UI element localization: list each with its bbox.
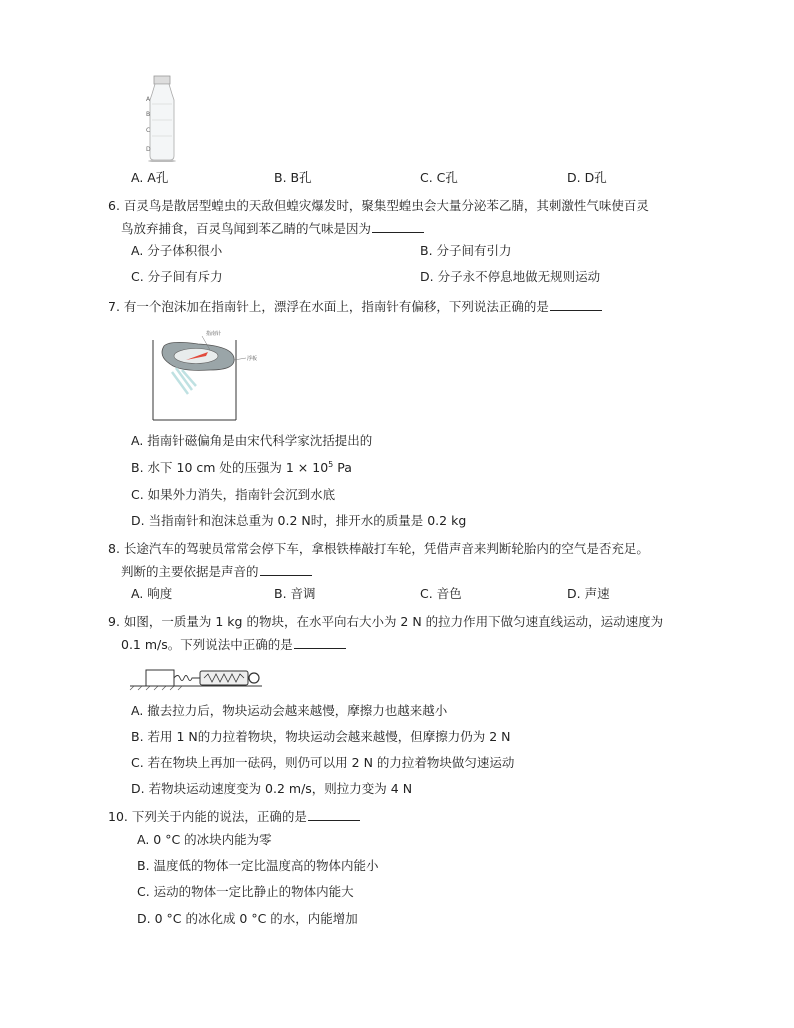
q8-option-a: A. 响度 — [131, 586, 173, 601]
bottle-label: A — [146, 96, 151, 103]
answer-blank — [550, 298, 602, 311]
q6-option-d: D. 分子永不停息地做无规则运动 — [420, 269, 601, 284]
q7-option-a: A. 指南针磁偏角是由宋代科学家沈括提出的 — [131, 433, 373, 448]
q8-option-c: C. 音色 — [420, 586, 462, 601]
q6-option-b: B. 分子间有引力 — [420, 243, 512, 258]
spring-scale-figure — [128, 664, 266, 692]
q8-stem-line1: 8. 长途汽车的驾驶员常常会停下车，拿根铁棒敲打车轮，凭借声音来判断轮胎内的空气是否充足。 — [108, 541, 649, 556]
q8-stem-line2: 判断的主要依据是声音的 — [121, 563, 312, 580]
q5-option-b: B. B孔 — [274, 170, 312, 185]
answer-blank — [308, 808, 360, 821]
figure-label-float: 浮板 — [247, 356, 258, 362]
bottle-label: B — [146, 111, 151, 118]
q8-option-b: B. 音调 — [274, 586, 316, 601]
q7-option-c: C. 如果外力消失，指南针会沉到水底 — [131, 487, 336, 502]
answer-blank — [260, 563, 312, 576]
bottle-label: C — [146, 127, 151, 134]
q7-option-d: D. 当指南针和泡沫总重为 0.2 N时，排开水的质量是 0.2 kg — [131, 513, 467, 528]
q9-option-c: C. 若在物块上再加一砝码，则仍可以用 2 N 的力拉着物块做匀速运动 — [131, 755, 515, 770]
q6-stem-line1: 6. 百灵鸟是散居型蝗虫的天敌但蝗灾爆发时，聚集型蝗虫会大量分泌苯乙腈，其刺激性气味使百灵 — [108, 198, 649, 213]
q9-stem-line2: 0.1 m/s。下列说法中正确的是 — [121, 636, 346, 653]
q9-stem-line1: 9. 如图，一质量为 1 kg 的物块，在水平向右大小为 2 N 的拉力作用下做匀速直线运动，运动速度为 — [108, 614, 664, 629]
q10-option-b: B. 温度低的物体一定比温度高的物体内能小 — [137, 858, 379, 873]
q10-option-a: A. 0 °C 的冰块内能为零 — [137, 832, 272, 847]
q5-option-d: D. D孔 — [567, 170, 607, 185]
q10-option-d: D. 0 °C 的冰化成 0 °C 的水，内能增加 — [137, 911, 358, 926]
compass-figure — [150, 328, 268, 422]
bottle-figure — [138, 74, 186, 162]
q9-option-b: B. 若用 1 N的力拉着物块，物块运动会越来越慢，但摩擦力仍为 2 N — [131, 729, 511, 744]
q10-option-c: C. 运动的物体一定比静止的物体内能大 — [137, 884, 354, 899]
figure-label-compass: 指南针 — [206, 331, 222, 337]
q7-stem: 7. 有一个泡沫加在指南针上，漂浮在水面上，指南针有偏移，下列说法正确的是 — [108, 298, 602, 315]
q10-stem: 10. 下列关于内能的说法，正确的是 — [108, 808, 360, 825]
q6-option-c: C. 分子间有斥力 — [131, 269, 223, 284]
q7-option-b: B. 水下 10 cm 处的压强为 $1 \times 10^5$ Pa — [131, 459, 352, 475]
q5-option-c: C. C孔 — [420, 170, 458, 185]
q6-option-a: A. 分子体积很小 — [131, 243, 223, 258]
answer-blank — [294, 636, 346, 649]
q5-option-a: A. A孔 — [131, 170, 169, 185]
q6-stem-line2: 鸟放弃捕食，百灵鸟闻到苯乙睛的气味是因为 — [121, 220, 424, 237]
q9-option-a: A. 撤去拉力后，物块运动会越来越慢，摩擦力也越来越小 — [131, 703, 448, 718]
bottle-label: D — [146, 146, 151, 153]
q9-option-d: D. 若物块运动速度变为 0.2 m/s，则拉力变为 4 N — [131, 781, 413, 796]
q8-option-d: D. 声速 — [567, 586, 610, 601]
answer-blank — [372, 220, 424, 233]
